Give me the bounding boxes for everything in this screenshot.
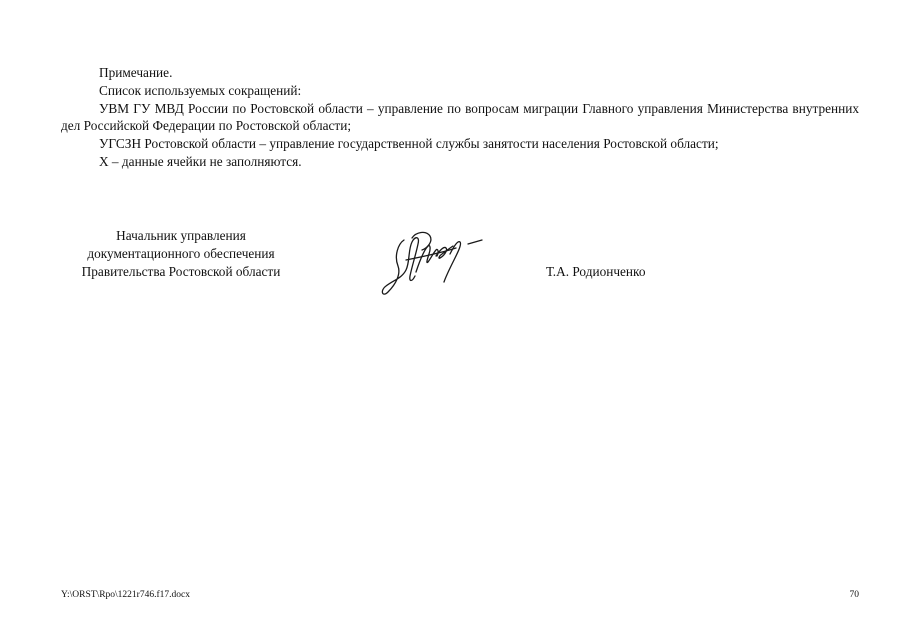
footer-page-number: 70 [849,590,859,600]
signer-name: Т.А. Родионченко [546,264,646,279]
signer-position [61,227,301,280]
abbreviation-item: УВМ ГУ МВД России по Ростовской области – управление по вопросам миграции Главного управления Министерства внутренних дел Российской Федерации по Ростовской области; [61,100,859,134]
signer-position-line: документационного обеспечения [87,245,275,261]
notes-heading: Примечание. [99,65,173,80]
signer-position-line: Начальник управления [116,228,246,243]
abbreviation-item: УГСЗН Ростовской области – управление государственной службы занятости населения Ростовской области; [99,136,719,152]
handwritten-signature [376,226,488,300]
abbreviations-title: Список используемых сокращений: [99,82,302,98]
notes-section [61,64,859,171]
abbreviation-item: Х – данные ячейки не заполняются. [99,153,302,169]
signer-position-line: Правительства Ростовской области [81,263,281,279]
footer-file-path: Y:\ORST\Rpo\1221r746.f17.docx [61,590,190,600]
